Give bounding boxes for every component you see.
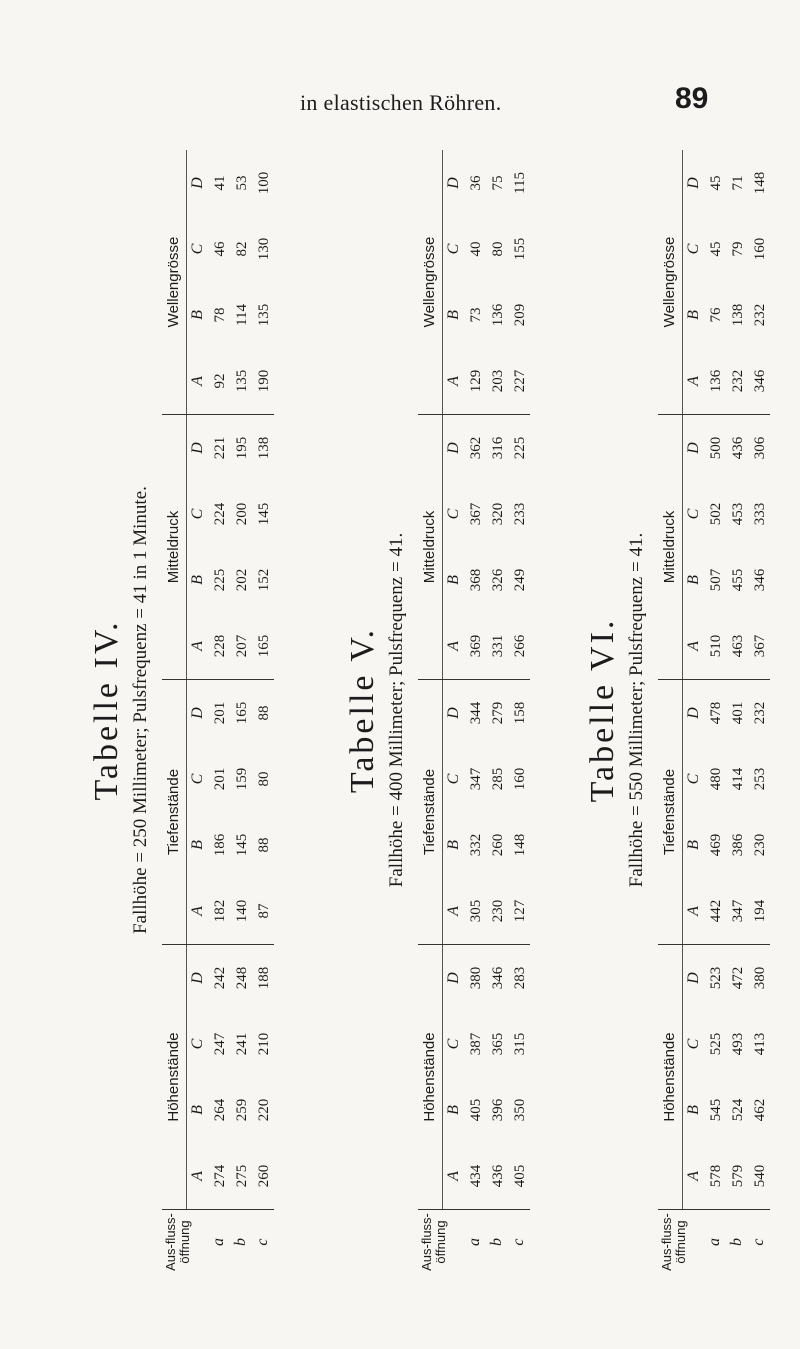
wellengroesse-group (658, 150, 770, 415)
group-header: Wellengrösse (418, 150, 443, 414)
table-row (253, 150, 275, 414)
table-cell: 136 (708, 369, 724, 393)
row-label: b (728, 1238, 745, 1246)
table-cell: 405 (468, 1098, 484, 1122)
group-header: Tiefenstände (418, 680, 443, 944)
table-cell: 463 (730, 634, 746, 658)
data-table (658, 150, 770, 1270)
table-cell: 138 (256, 436, 272, 460)
table-cell: 80 (256, 771, 272, 787)
table-cell: 436 (490, 1164, 506, 1188)
column-header: B (189, 310, 206, 320)
column-header: D (445, 177, 462, 189)
table-cell: 186 (212, 833, 228, 857)
table-cell: 346 (752, 369, 768, 393)
table-row (509, 415, 531, 679)
table-row (727, 945, 749, 1209)
hoehenstaende-group (658, 945, 770, 1210)
table-row (749, 415, 771, 679)
table-cell: 275 (234, 1164, 250, 1188)
table-cell: 190 (256, 369, 272, 393)
row-label: c (510, 1238, 527, 1246)
label-header: Aus-fluss-öffnung (163, 1213, 192, 1271)
column-header: A (685, 641, 702, 651)
column-header: A (189, 906, 206, 916)
row-label: a (210, 1238, 227, 1246)
column-headers (683, 680, 705, 944)
column-header: A (445, 376, 462, 386)
data-table (162, 150, 274, 1270)
column-header: B (189, 840, 206, 850)
column-header: D (189, 707, 206, 719)
table-cell: 401 (730, 701, 746, 725)
hoehenstaende-group (418, 945, 530, 1210)
table-cell: 71 (730, 175, 746, 191)
label-column (162, 1210, 274, 1274)
table-cell: 436 (730, 436, 746, 460)
table-cell: 331 (490, 634, 506, 658)
table-cell: 347 (468, 767, 484, 791)
table-cell: 148 (752, 171, 768, 195)
table-cell: 73 (468, 307, 484, 323)
table-cell: 160 (512, 767, 528, 791)
table-cell: 285 (490, 767, 506, 791)
column-header: C (685, 243, 702, 255)
table-row (705, 415, 727, 679)
group-header: Tiefenstände (658, 680, 683, 944)
table-cell: 207 (234, 634, 250, 658)
table-row (209, 415, 231, 679)
table-cell: 248 (234, 966, 250, 990)
tiefenstaende-group (418, 680, 530, 945)
table-row (727, 680, 749, 944)
table-cell: 88 (256, 837, 272, 853)
table-caption (582, 150, 650, 1270)
table-cell: 365 (490, 1032, 506, 1056)
table-cell: 500 (708, 436, 724, 460)
column-header: D (445, 972, 462, 984)
table-cell: 145 (256, 502, 272, 526)
table-v (342, 150, 542, 1270)
column-header: B (445, 840, 462, 850)
table-cell: 152 (256, 568, 272, 592)
column-header: D (445, 707, 462, 719)
table-cell: 40 (468, 241, 484, 257)
column-header: B (445, 575, 462, 585)
column-header: D (685, 442, 702, 454)
column-header: C (445, 773, 462, 785)
row-label: b (488, 1238, 505, 1246)
table-cell: 259 (234, 1098, 250, 1122)
group-header: Tiefenstände (162, 680, 187, 944)
table-cell: 232 (752, 701, 768, 725)
row-label: a (466, 1238, 483, 1246)
table-cell: 115 (512, 172, 528, 194)
mitteldruck-group (162, 415, 274, 680)
table-cell: 434 (468, 1164, 484, 1188)
table-cell: 386 (730, 833, 746, 857)
table-cell: 232 (752, 303, 768, 327)
table-row (465, 150, 487, 414)
running-title: in elastischen Röhren. (300, 90, 502, 115)
table-cell: 80 (490, 241, 506, 257)
table-cell: 210 (256, 1032, 272, 1056)
column-header: A (445, 1171, 462, 1181)
label-header: Aus-fluss-öffnung (659, 1213, 688, 1271)
label-column (418, 1210, 530, 1274)
table-cell: 413 (752, 1032, 768, 1056)
table-cell: 135 (256, 303, 272, 327)
table-cell: 480 (708, 767, 724, 791)
group-header: Mitteldruck (162, 415, 187, 679)
table-cell: 326 (490, 568, 506, 592)
table-cell: 138 (730, 303, 746, 327)
column-header: C (685, 1038, 702, 1050)
column-header: D (445, 442, 462, 454)
table-cell: 135 (234, 369, 250, 393)
table-row (231, 150, 253, 414)
table-row (209, 945, 231, 1209)
table-cell: 344 (468, 701, 484, 725)
table-cell: 578 (708, 1164, 724, 1188)
column-headers (187, 680, 209, 944)
table-cell: 75 (490, 175, 506, 191)
column-headers (443, 945, 465, 1209)
table-cell: 209 (512, 303, 528, 327)
group-header: Wellengrösse (162, 150, 187, 414)
column-header: C (189, 773, 206, 785)
table-row (705, 680, 727, 944)
table-cell: 387 (468, 1032, 484, 1056)
table-cell: 332 (468, 833, 484, 857)
table-cell: 159 (234, 767, 250, 791)
table-cell: 232 (730, 369, 746, 393)
table-row (231, 945, 253, 1209)
column-header: B (189, 575, 206, 585)
table-cell: 472 (730, 966, 746, 990)
table-cell: 224 (212, 502, 228, 526)
table-row (465, 415, 487, 679)
data-table (418, 150, 530, 1270)
column-header: D (685, 707, 702, 719)
table-cell: 203 (490, 369, 506, 393)
table-cell: 201 (212, 701, 228, 725)
table-cell: 455 (730, 568, 746, 592)
column-header: A (685, 906, 702, 916)
table-row (253, 415, 275, 679)
table-cell: 502 (708, 502, 724, 526)
table-cell: 545 (708, 1098, 724, 1122)
table-cell: 41 (212, 175, 228, 191)
table-cell: 540 (752, 1164, 768, 1188)
table-row (209, 150, 231, 414)
column-header: C (685, 508, 702, 520)
table-cell: 507 (708, 568, 724, 592)
table-title: Tabelle V. (344, 626, 381, 794)
table-cell: 46 (212, 241, 228, 257)
column-headers (683, 415, 705, 679)
table-row (749, 150, 771, 414)
table-cell: 242 (212, 966, 228, 990)
group-header: Mitteldruck (418, 415, 443, 679)
table-cell: 233 (512, 502, 528, 526)
column-header: B (685, 1105, 702, 1115)
column-header: D (189, 442, 206, 454)
column-header: A (189, 1171, 206, 1181)
table-cell: 247 (212, 1032, 228, 1056)
page-header (0, 40, 800, 115)
table-row (727, 150, 749, 414)
table-cell: 127 (512, 899, 528, 923)
table-cell: 130 (256, 237, 272, 261)
table-caption (86, 150, 154, 1270)
table-cell: 158 (512, 701, 528, 725)
table-cell: 145 (234, 833, 250, 857)
table-cell: 279 (490, 701, 506, 725)
table-row (749, 945, 771, 1209)
table-cell: 155 (512, 237, 528, 261)
label-header: Aus-fluss-öffnung (419, 1213, 448, 1271)
column-headers (683, 150, 705, 414)
table-cell: 200 (234, 502, 250, 526)
table-cell: 114 (234, 304, 250, 326)
row-label: c (750, 1238, 767, 1246)
table-cell: 88 (256, 705, 272, 721)
table-cell: 362 (468, 436, 484, 460)
table-cell: 182 (212, 899, 228, 923)
table-cell: 79 (730, 241, 746, 257)
column-header: B (685, 310, 702, 320)
table-cell: 221 (212, 436, 228, 460)
table-cell: 202 (234, 568, 250, 592)
table-subtitle: Fallhöhe = 250 Millimeter; Pulsfrequenz = 41 in 1 Minute. (130, 486, 151, 934)
column-headers (443, 680, 465, 944)
table-row (487, 415, 509, 679)
table-cell: 225 (512, 436, 528, 460)
table-cell: 414 (730, 767, 746, 791)
group-header: Höhenstände (418, 945, 443, 1209)
table-cell: 320 (490, 502, 506, 526)
column-header: C (189, 508, 206, 520)
table-subtitle: Fallhöhe = 550 Millimeter; Pulsfrequenz = 41. (626, 532, 647, 888)
table-cell: 306 (752, 436, 768, 460)
row-label: a (706, 1238, 723, 1246)
column-headers (187, 945, 209, 1209)
table-row (465, 680, 487, 944)
table-cell: 241 (234, 1032, 250, 1056)
table-row (509, 680, 531, 944)
table-title: Tabelle IV. (88, 619, 125, 801)
table-cell: 493 (730, 1032, 746, 1056)
table-cell: 165 (234, 701, 250, 725)
wellengroesse-group (162, 150, 274, 415)
column-header: B (685, 575, 702, 585)
column-header: B (685, 840, 702, 850)
table-cell: 380 (468, 966, 484, 990)
column-header: C (445, 508, 462, 520)
table-row (487, 150, 509, 414)
table-cell: 92 (212, 373, 228, 389)
table-cell: 249 (512, 568, 528, 592)
tiefenstaende-group (658, 680, 770, 945)
table-cell: 136 (490, 303, 506, 327)
table-cell: 274 (212, 1164, 228, 1188)
table-iv (86, 150, 286, 1270)
table-row (253, 680, 275, 944)
group-header: Höhenstände (162, 945, 187, 1209)
table-row (253, 945, 275, 1209)
table-cell: 579 (730, 1164, 746, 1188)
table-cell: 367 (752, 634, 768, 658)
table-cell: 347 (730, 899, 746, 923)
column-header: C (445, 1038, 462, 1050)
table-row (487, 945, 509, 1209)
column-header: B (445, 1105, 462, 1115)
table-cell: 442 (708, 899, 724, 923)
table-cell: 194 (752, 899, 768, 923)
column-header: A (685, 376, 702, 386)
table-cell: 253 (752, 767, 768, 791)
column-headers (683, 945, 705, 1209)
table-cell: 525 (708, 1032, 724, 1056)
column-header: D (189, 177, 206, 189)
table-cell: 346 (752, 568, 768, 592)
column-headers (187, 150, 209, 414)
table-cell: 188 (256, 966, 272, 990)
table-cell: 201 (212, 767, 228, 791)
row-label: c (254, 1238, 271, 1246)
table-row (705, 150, 727, 414)
table-cell: 478 (708, 701, 724, 725)
column-header: A (189, 376, 206, 386)
group-header: Wellengrösse (658, 150, 683, 414)
column-header: D (685, 972, 702, 984)
table-caption (342, 150, 410, 1270)
table-cell: 369 (468, 634, 484, 658)
column-header: A (445, 906, 462, 916)
table-cell: 316 (490, 436, 506, 460)
table-cell: 305 (468, 899, 484, 923)
table-cell: 469 (708, 833, 724, 857)
table-cell: 76 (708, 307, 724, 323)
table-cell: 523 (708, 966, 724, 990)
column-header: A (445, 641, 462, 651)
table-row (509, 945, 531, 1209)
table-cell: 195 (234, 436, 250, 460)
column-header: C (445, 243, 462, 255)
table-cell: 260 (490, 833, 506, 857)
group-header: Höhenstände (658, 945, 683, 1209)
table-cell: 165 (256, 634, 272, 658)
table-cell: 36 (468, 175, 484, 191)
table-cell: 228 (212, 634, 228, 658)
tiefenstaende-group (162, 680, 274, 945)
table-row (705, 945, 727, 1209)
column-headers (443, 150, 465, 414)
table-cell: 220 (256, 1098, 272, 1122)
table-cell: 53 (234, 175, 250, 191)
column-header: C (189, 1038, 206, 1050)
table-row (749, 680, 771, 944)
table-cell: 462 (752, 1098, 768, 1122)
table-row (727, 415, 749, 679)
wellengroesse-group (418, 150, 530, 415)
column-headers (443, 415, 465, 679)
group-header: Mitteldruck (658, 415, 683, 679)
mitteldruck-group (418, 415, 530, 680)
column-header: D (189, 972, 206, 984)
column-header: B (445, 310, 462, 320)
label-column (658, 1210, 770, 1274)
column-header: B (189, 1105, 206, 1115)
table-cell: 129 (468, 369, 484, 393)
table-cell: 333 (752, 502, 768, 526)
table-subtitle: Fallhöhe = 400 Millimeter; Pulsfrequenz = 41. (386, 532, 407, 888)
table-cell: 368 (468, 568, 484, 592)
column-header: C (189, 243, 206, 255)
table-cell: 87 (256, 903, 272, 919)
table-cell: 100 (256, 171, 272, 195)
table-cell: 524 (730, 1098, 746, 1122)
table-cell: 396 (490, 1098, 506, 1122)
table-cell: 405 (512, 1164, 528, 1188)
column-header: D (685, 177, 702, 189)
table-cell: 225 (212, 568, 228, 592)
table-cell: 148 (512, 833, 528, 857)
table-row (231, 415, 253, 679)
column-headers (187, 415, 209, 679)
page-number: 89 (675, 82, 709, 115)
table-row (465, 945, 487, 1209)
table-cell: 160 (752, 237, 768, 261)
table-cell: 230 (752, 833, 768, 857)
row-label: b (232, 1238, 249, 1246)
table-cell: 346 (490, 966, 506, 990)
table-cell: 227 (512, 369, 528, 393)
table-row (487, 680, 509, 944)
table-cell: 78 (212, 307, 228, 323)
hoehenstaende-group (162, 945, 274, 1210)
column-header: C (685, 773, 702, 785)
table-cell: 350 (512, 1098, 528, 1122)
table-cell: 264 (212, 1098, 228, 1122)
table-row (509, 150, 531, 414)
mitteldruck-group (658, 415, 770, 680)
table-cell: 283 (512, 966, 528, 990)
table-vi (582, 150, 782, 1270)
table-title: Tabelle VI. (584, 617, 621, 803)
table-cell: 510 (708, 634, 724, 658)
table-cell: 140 (234, 899, 250, 923)
table-row (231, 680, 253, 944)
table-row (209, 680, 231, 944)
table-cell: 45 (708, 175, 724, 191)
table-cell: 260 (256, 1164, 272, 1188)
table-cell: 380 (752, 966, 768, 990)
table-cell: 266 (512, 634, 528, 658)
column-header: A (685, 1171, 702, 1181)
table-cell: 315 (512, 1032, 528, 1056)
table-cell: 453 (730, 502, 746, 526)
table-cell: 82 (234, 241, 250, 257)
table-cell: 230 (490, 899, 506, 923)
table-cell: 367 (468, 502, 484, 526)
column-header: A (189, 641, 206, 651)
table-cell: 45 (708, 241, 724, 257)
